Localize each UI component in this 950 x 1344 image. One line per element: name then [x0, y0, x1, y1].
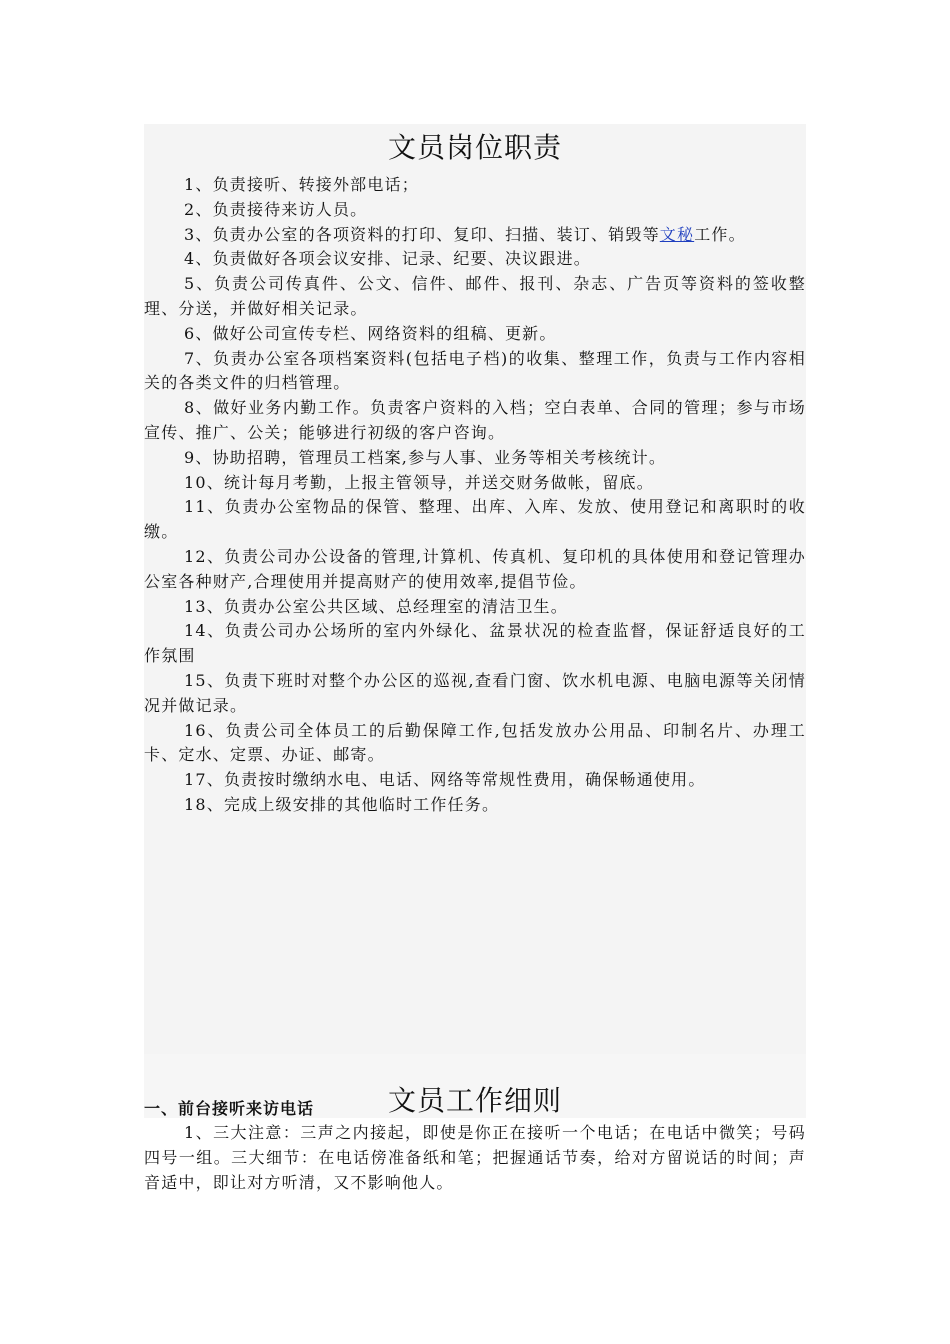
section-heading: 一、前台接听来访电话	[144, 1099, 315, 1118]
duty-item-text: 工作。	[694, 224, 746, 244]
duty-item: 6、做好公司宣传专栏、网络资料的组稿、更新。	[184, 323, 557, 343]
duty-item: 4、负责做好各项会议安排、记录、纪要、决议跟进。	[184, 249, 591, 269]
details-body	[144, 1121, 806, 1195]
duty-item: 13、负责办公室公共区域、总经理室的清洁卫生。	[184, 596, 568, 616]
section-title: 文员工作细则	[387, 1084, 562, 1117]
secretary-link[interactable]: 文秘	[659, 224, 695, 244]
duties-list	[144, 173, 806, 818]
details-paragraph: 1、三大注意：三声之内接起，即使是你正在接听一个电话；在电话中微笑；号码四号一组。三大细节：在电话傍准备纸和笔；把握通话节奏，给对方留说话的时间；声音适中，即让对方听清，又不影响他人。	[144, 1123, 806, 1192]
duty-item: 7、负责办公室各项档案资料(包括电子档)的收集、整理工作，负责与工作内容相关的各类文件的归档管理。	[144, 348, 806, 393]
duty-item: 12、负责公司办公设备的管理,计算机、传真机、复印机的具体使用和登记管理办公室各种财产,合理使用并提高财产的使用效率,提倡节俭。	[144, 546, 806, 591]
duty-item	[144, 223, 806, 248]
duty-item: 5、负责公司传真件、公文、信件、邮件、报刊、杂志、广告页等资料的签收整理、分送，并做好相关记录。	[144, 274, 806, 318]
duty-item-text: 3、负责办公室的各项资料的打印、复印、扫描、装订、销毁等	[184, 224, 660, 244]
duty-item: 16、负责公司全体员工的后勤保障工作,包括发放办公用品、印制名片、办理工卡、定水、定票、办证、邮寄。	[144, 720, 806, 765]
duty-item: 8、做好业务内勤工作。负责客户资料的入档；空白表单、合同的管理；参与市场宣传、推广、公关；能够进行初级的客户咨询。	[144, 398, 806, 442]
duty-item: 2、负责接待来访人员。	[184, 199, 368, 219]
duty-item: 14、负责公司办公场所的室内外绿化、盆景状况的检查监督，保证舒适良好的工作氛围	[144, 621, 806, 666]
page-title: 文员岗位职责	[387, 131, 562, 164]
duty-item: 9、协助招聘，管理员工档案,参与人事、业务等相关考核统计。	[184, 447, 667, 467]
duty-item: 1、负责接听、转接外部电话；	[184, 175, 419, 194]
duty-item: 17、负责按时缴纳水电、电话、网络等常规性费用，确保畅通使用。	[184, 770, 706, 790]
duty-item: 18、完成上级安排的其他临时工作任务。	[184, 794, 500, 814]
duty-item: 15、负责下班时对整个办公区的巡视,查看门窗、饮水机电源、电脑电源等关闭情况并做记录。	[144, 670, 806, 715]
duty-item: 11、负责办公室物品的保管、整理、出库、入库、发放、使用登记和离职时的收缴。	[144, 497, 806, 542]
duty-item: 10、统计每月考勤，上报主管领导，并送交财务做帐，留底。	[184, 472, 654, 492]
